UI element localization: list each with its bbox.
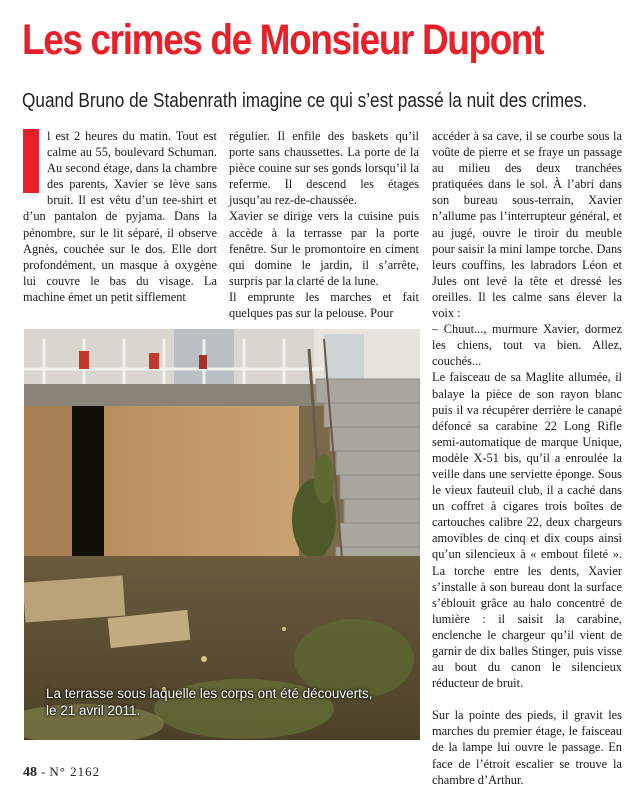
- paragraph: – Chuut..., murmure Xavier, dormez les chiens, tout va bien. Allez, couchés...: [432, 322, 622, 369]
- footer-separator: -: [41, 764, 46, 779]
- page-footer: [23, 764, 100, 781]
- paragraph: Le faisceau de sa Maglite allumée, il balaye la pièce de son rayon blanc puis il va récupérer derrière le canapé défoncé sa carabine 22 Long Rifle semi-automatique de marque Unique, modèle X-51 bis, qu’il a enroulée la veille dans une serviette éponge. Sous le vieux fauteuil club, il a caché dans un coffret à cigares trois boîtes de cartouches calibre 22, deux chargeurs amovibles de cinq et dix coups ainsi qu’un silencieux à « embout fileté ». La torche entre les dents, Xavier s’installe à son bureau dont la surface s’éblouit grâce au halo concentré de lumière : il saisit la carabine, enclenche le chargeur qu’il vient de garnir de dix balles Stinger, puis visse au bout du canon le silencieux réducteur de bruit.: [432, 370, 622, 691]
- drop-cap-bar: [23, 129, 39, 193]
- paragraph: accéder à sa cave, il se courbe sous la voûte de pierre et se fraye un passage au milieu des deux tranchées pratiquées dans le sol. À l’abri dans son bureau sous-terrain, Xavier n’allume pas l’interrupteur général, et au jugé, ouvre le tiroir du meuble pour saisir la mini lampe torche. Dans leurs couffins, les labradors Léon et Jules ont levé la tête et dressé les oreilles. Il les calme sans élever la voix :: [432, 129, 622, 321]
- terrace-photo: [24, 329, 420, 740]
- photo-caption: La terrasse sous laquelle les corps ont été découverts, le 21 avril 2011.: [46, 686, 373, 718]
- paragraph: régulier. Il enfile des baskets qu’il porte sans chaussettes. La porte de la pièce couine sur ses gonds lorsqu’il la referme. Il descend les étages jusqu’au rez-de-chaussée.: [229, 129, 419, 208]
- article-title: Les crimes de Monsieur Dupont: [22, 16, 544, 64]
- article-column-2: [229, 128, 419, 321]
- paragraph-spacer: [432, 691, 622, 707]
- paragraph: Il emprunte les marches et fait quelques pas sur la pelouse. Pour: [229, 289, 419, 321]
- page-number: 48: [23, 765, 37, 780]
- article-subtitle: Quand Bruno de Stabenrath imagine ce qui s’est passé la nuit des crimes.: [22, 90, 588, 112]
- paragraph: Sur la pointe des pieds, il gravit les marches du premier étage, le faisceau de la lampe lui ouvre le passage. En face de l’étroit escalier se trouve la chambre d’Arthur.: [432, 708, 622, 787]
- paragraph: l est 2 heures du matin. Tout est calme au 55, boulevard Schuman. Au second étage, dans la chambre des parents, Xavier se lève sans bruit. Il est vêtu d’un tee-shirt et d’un pantalon de pyjama. Dans la pénombre, sur le lit séparé, il observe Agnès, couchée sur le dos. Elle dort profondément, un masque à oxygène lui couvre le bas du visage. La machine émet un petit sifflement: [23, 129, 217, 304]
- terrace-photo-illustration: [24, 329, 420, 740]
- article-column-1: [23, 128, 217, 305]
- paragraph: Xavier se dirige vers la cuisine puis accède à la terrasse par la porte fenêtre. Sur le promontoire en ciment qui domine le jardin, il s’arrête, surpris par la clarté de la lune.: [229, 209, 419, 288]
- issue-number: N° 2162: [49, 764, 101, 779]
- article-column-3: [432, 128, 622, 788]
